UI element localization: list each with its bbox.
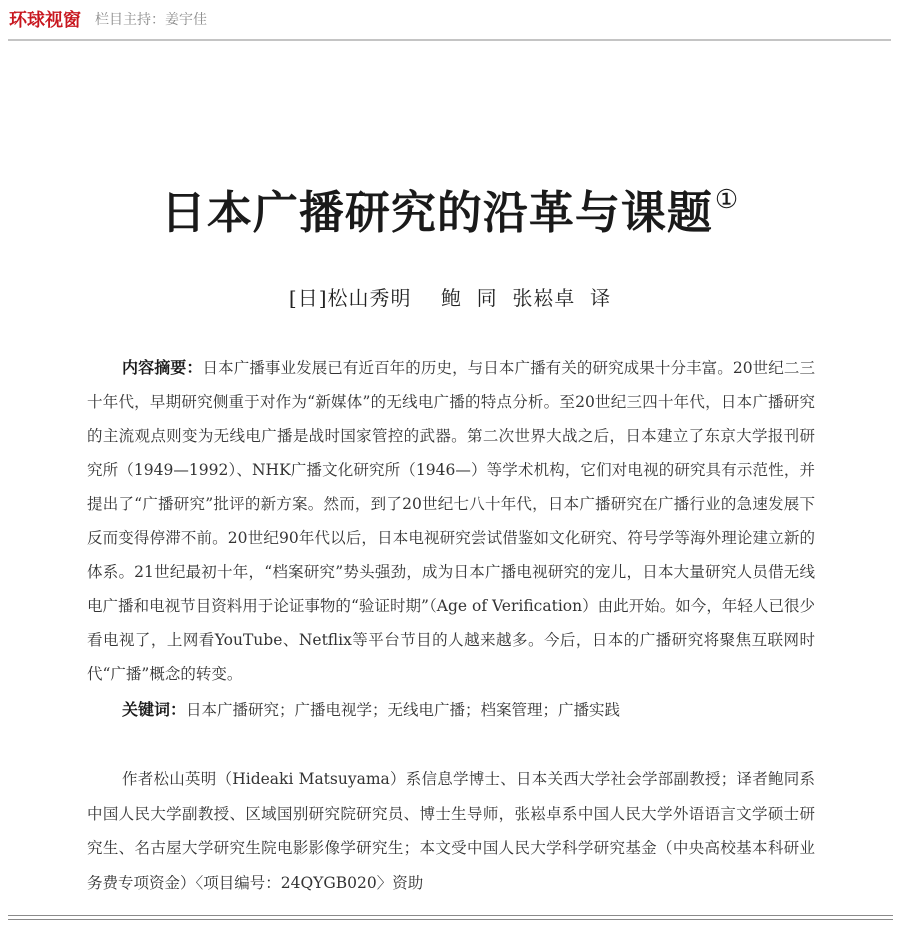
footer-divider-top — [8, 915, 893, 916]
article-title-text: 日本广播研究的沿革与课题 — [160, 186, 713, 239]
author-line: [日]松山秀明 鲍 同 张崧卓 译 — [288, 286, 612, 310]
keywords-label: 关键词： — [122, 700, 187, 719]
column-name: 环球视窗 — [9, 10, 81, 31]
keywords — [122, 693, 822, 727]
header-divider — [8, 39, 891, 41]
column-host: 栏目主持：姜宇佳 — [95, 12, 207, 28]
abstract — [87, 351, 815, 691]
article-title — [0, 176, 900, 241]
keywords-text: 日本广播研究；广播电视学；无线电广播；档案管理；广播实践 — [186, 701, 621, 719]
abstract-text: 日本广播事业发展已有近百年的历史，与日本广播有关的研究成果十分丰富。20世纪二三十年代，早期研究侧重于对作为“新媒体”的无线电广播的特点分析。至20世纪三四十年代，日本广播研究的主流观点则变为无线电广播是战时国家管控的武器。第二次世界大战之后，日本建立了东京大学报刊研究所（1949—1992）、NHK广播文化研究所（1946—）等学术机构，它们对电视的研究具有示范性，并提出了“广播研究”批评的新方案。然而，到了20世纪七八十年代，日本广播研究在广播行业的急速发展下反而变得停滞不前。20世纪90年代以后，日本电视研究尝试借鉴如文化研究、符号学等海外理论建立新的体系。21世纪最初十年，“档案研究”势头强劲，成为日本广播电视研究的宠儿，日本大量研究人员借无线电广播和电视节目资料用于论证事物的“验证时期”（Age of Verification）由此开始。如今，年轻人已很少看电视了，上网看YouTube、Netflix等平台节目的人越来越多。今后，日本的广播研究将聚焦互联网时代“广播”概念的转变。 — [87, 359, 815, 683]
column-header — [9, 6, 207, 32]
author-bio — [87, 762, 815, 900]
footnote-marker[interactable]: ① — [714, 185, 740, 215]
footer-divider-bottom — [8, 919, 893, 920]
abstract-label: 内容摘要： — [122, 358, 203, 377]
author-bio-text: 作者松山英明（Hideaki Matsuyama）系信息学博士、日本关西大学社会学部副教授；译者鲍同系中国人民大学副教授、区域国别研究院研究员、博士生导师，张崧卓系中国人民大学外语语言文学硕士研究生、名古屋大学研究生院电影影像学研究生；本文受中国人民大学科学研究基金（中央高校基本科研业务费专项资金）〈项目编号：24QYGB020〉资助 — [87, 770, 815, 892]
